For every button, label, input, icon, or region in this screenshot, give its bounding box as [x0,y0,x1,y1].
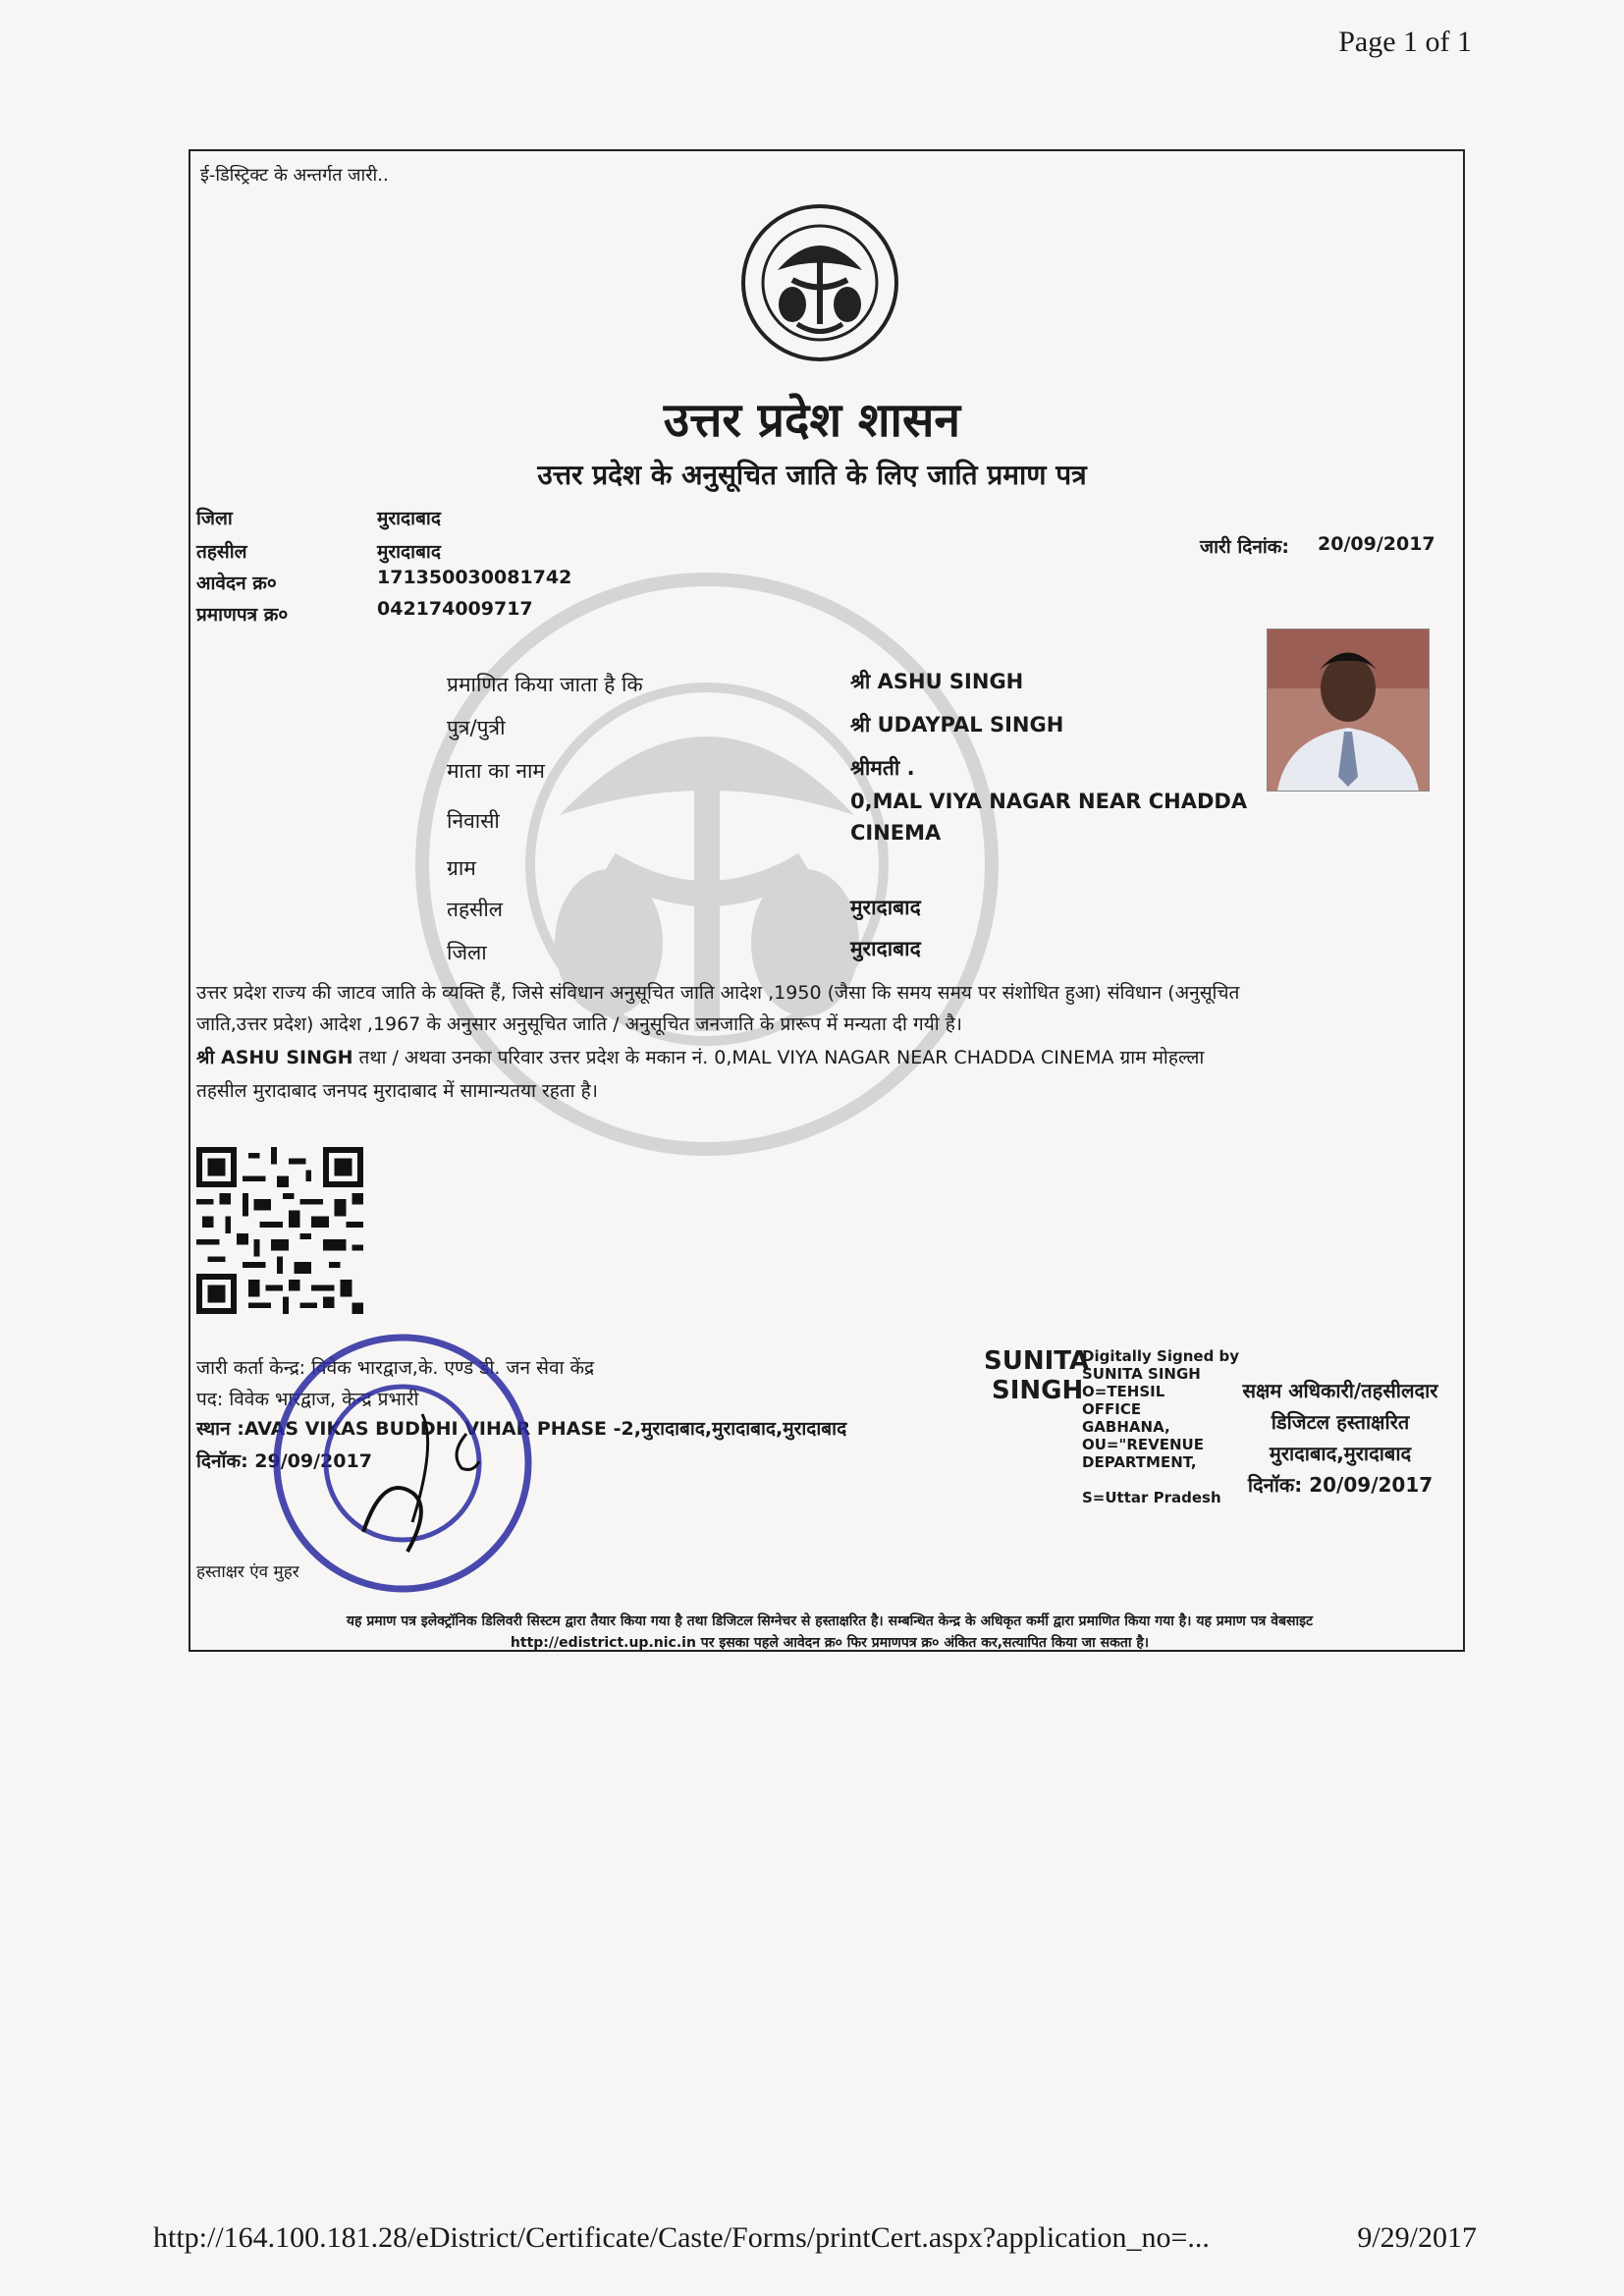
parent-label: पुत्र/पुत्री [447,716,506,739]
sig-detail: SUNITA SINGH [1082,1365,1201,1383]
caste-paragraph-line2: जाति,उत्तर प्रदेश) आदेश ,1967 के अनुसार अनुसूचित जाति / अनुसूचित जनजाति के प्रारूप में मन्यता दी गयी है। [196,1013,962,1035]
issuing-center: जारी कर्ता केन्द्र: विवेक भारद्वाज,के. एण्ड डी. जन सेवा केंद्र [196,1357,595,1379]
sig-detail: OU="REVENUE [1082,1436,1204,1453]
issue-date-label: जारी दिनांक: [1200,536,1289,558]
tehsil-value: मुरादाबाद [377,541,441,563]
detail-tehsil-label: तहसील [447,898,503,921]
certified-label: प्रमाणित किया जाता है कि [447,673,643,696]
digital-signature-details [1082,1347,1239,1506]
authority-signed: डिजिटल हस्ताक्षरित [1271,1410,1410,1434]
certificate-number-label: प्रमाणपत्र क्र० [196,604,289,626]
issue-date-value: 20/09/2017 [1318,533,1435,555]
sig-detail: GABHANA, [1082,1418,1170,1436]
district-value: मुरादाबाद [377,508,441,529]
verification-note-line1: यह प्रमाण पत्र इलेक्ट्रॉनिक डिलिवरी सिस्टम द्वारा तैयार किया गया है तथा डिजिटल सिग्नेचर से हस्ताक्षरित है। सम्बन्धित केन्द्र के अधिकृत कर्मी द्वारा प्रमाणित किया गया है। यह प्रमाण पत्र वेबसाइट [346,1613,1314,1629]
application-number-label: आवेदन क्र० [196,573,277,594]
sig-detail: Digitally Signed by [1082,1347,1240,1365]
print-date: 9/29/2017 [1357,2221,1477,2254]
caste-paragraph-line1: उत्तर प्रदेश राज्य की जाटव जाति के व्यक्ति हैं, जिसे संविधान अनुसूचित जाति आदेश ,1950 (जैसा कि समय समय पर संशोधित हुआ) संविधान (अनुसूचित [196,982,1240,1004]
mother-value: श्रीमती . [850,756,915,780]
detail-district-label: जिला [447,941,487,964]
sig-detail: DEPARTMENT, [1082,1453,1197,1471]
authority-title: सक्षम अधिकारी/तहसीलदार [1242,1379,1438,1402]
certified-value: श्री ASHU SINGH [850,670,1024,693]
issuer-place: स्थान :AVAS VIKAS BUDDHI VIHAR PHASE -2,मुरादाबाद,मुरादाबाद,मुरादाबाद [196,1418,847,1440]
application-number-value: 171350030081742 [377,567,572,588]
certificate-title: उत्तर प्रदेश शासन [663,393,961,448]
page-number: Page 1 of 1 [1338,26,1472,58]
issued-under-note: ई-डिस्ट्रिक्ट के अन्तर्गत जारी.. [200,165,389,186]
qr-code-icon [194,1147,365,1314]
detail-tehsil-value: मुरादाबाद [850,896,921,919]
caste-paragraph-line4: तहसील मुरादाबाद जनपद मुरादाबाद में सामान्यतया रहता है। [196,1080,598,1102]
authority-location: मुरादाबाद,मुरादाबाद [1269,1442,1412,1465]
sig-detail: S=Uttar Pradesh [1082,1489,1221,1506]
sig-detail [1082,1471,1239,1489]
sig-detail: O=TEHSIL [1082,1383,1165,1400]
issuer-post: पद: विवेक भारद्वाज, केन्द्र प्रभारी [196,1389,419,1410]
resident-value-line2: CINEMA [850,821,942,845]
certificate-number-value: 042174009717 [377,598,533,620]
resident-label: निवासी [447,809,500,833]
authority-block [1218,1375,1463,1501]
village-label: ग्राम [447,856,476,880]
applicant-name-inline: श्री ASHU SINGH [196,1047,353,1068]
authority-date: दिनॉक: 20/09/2017 [1247,1473,1434,1497]
district-label: जिला [196,508,233,529]
signer-name-line1: SUNITA [984,1346,1090,1376]
verification-note-line2: http://edistrict.up.nic.in पर इसका पहले आवेदन क्र० फिर प्रमाणपत्र क्र० अंकित कर,सत्यापित किया जा सकता है। [510,1635,1150,1651]
issuer-date: दिनॉक: 29/09/2017 [196,1450,372,1472]
print-url: http://164.100.181.28/eDistrict/Certificate/Caste/Forms/printCert.aspx?application_no=... [153,2221,1210,2254]
residence-text: तथा / अथवा उनका परिवार उत्तर प्रदेश के मकान नं. 0,MAL VIYA NAGAR NEAR CHADDA CINEMA ग्राम मोहल्ला [352,1047,1205,1068]
signature-and-seal-label: हस्ताक्षर एंव मुहर [196,1562,299,1582]
parent-value: श्री UDAYPAL SINGH [850,713,1064,737]
caste-paragraph-line3 [196,1042,1453,1073]
signer-name-line2: SINGH [992,1376,1084,1405]
certificate-subtitle: उत्तर प्रदेश के अनुसूचित जाति के लिए जाति प्रमाण पत्र [537,459,1087,491]
resident-value-line1: 0,MAL VIYA NAGAR NEAR CHADDA [850,790,1248,813]
detail-district-value: मुरादाबाद [850,937,921,960]
up-government-emblem-icon [738,201,901,364]
official-seal-icon [265,1326,540,1601]
applicant-photo [1267,629,1430,792]
mother-label: माता का नाम [447,759,545,783]
sig-detail: OFFICE [1082,1400,1142,1418]
tehsil-label: तहसील [196,541,247,563]
